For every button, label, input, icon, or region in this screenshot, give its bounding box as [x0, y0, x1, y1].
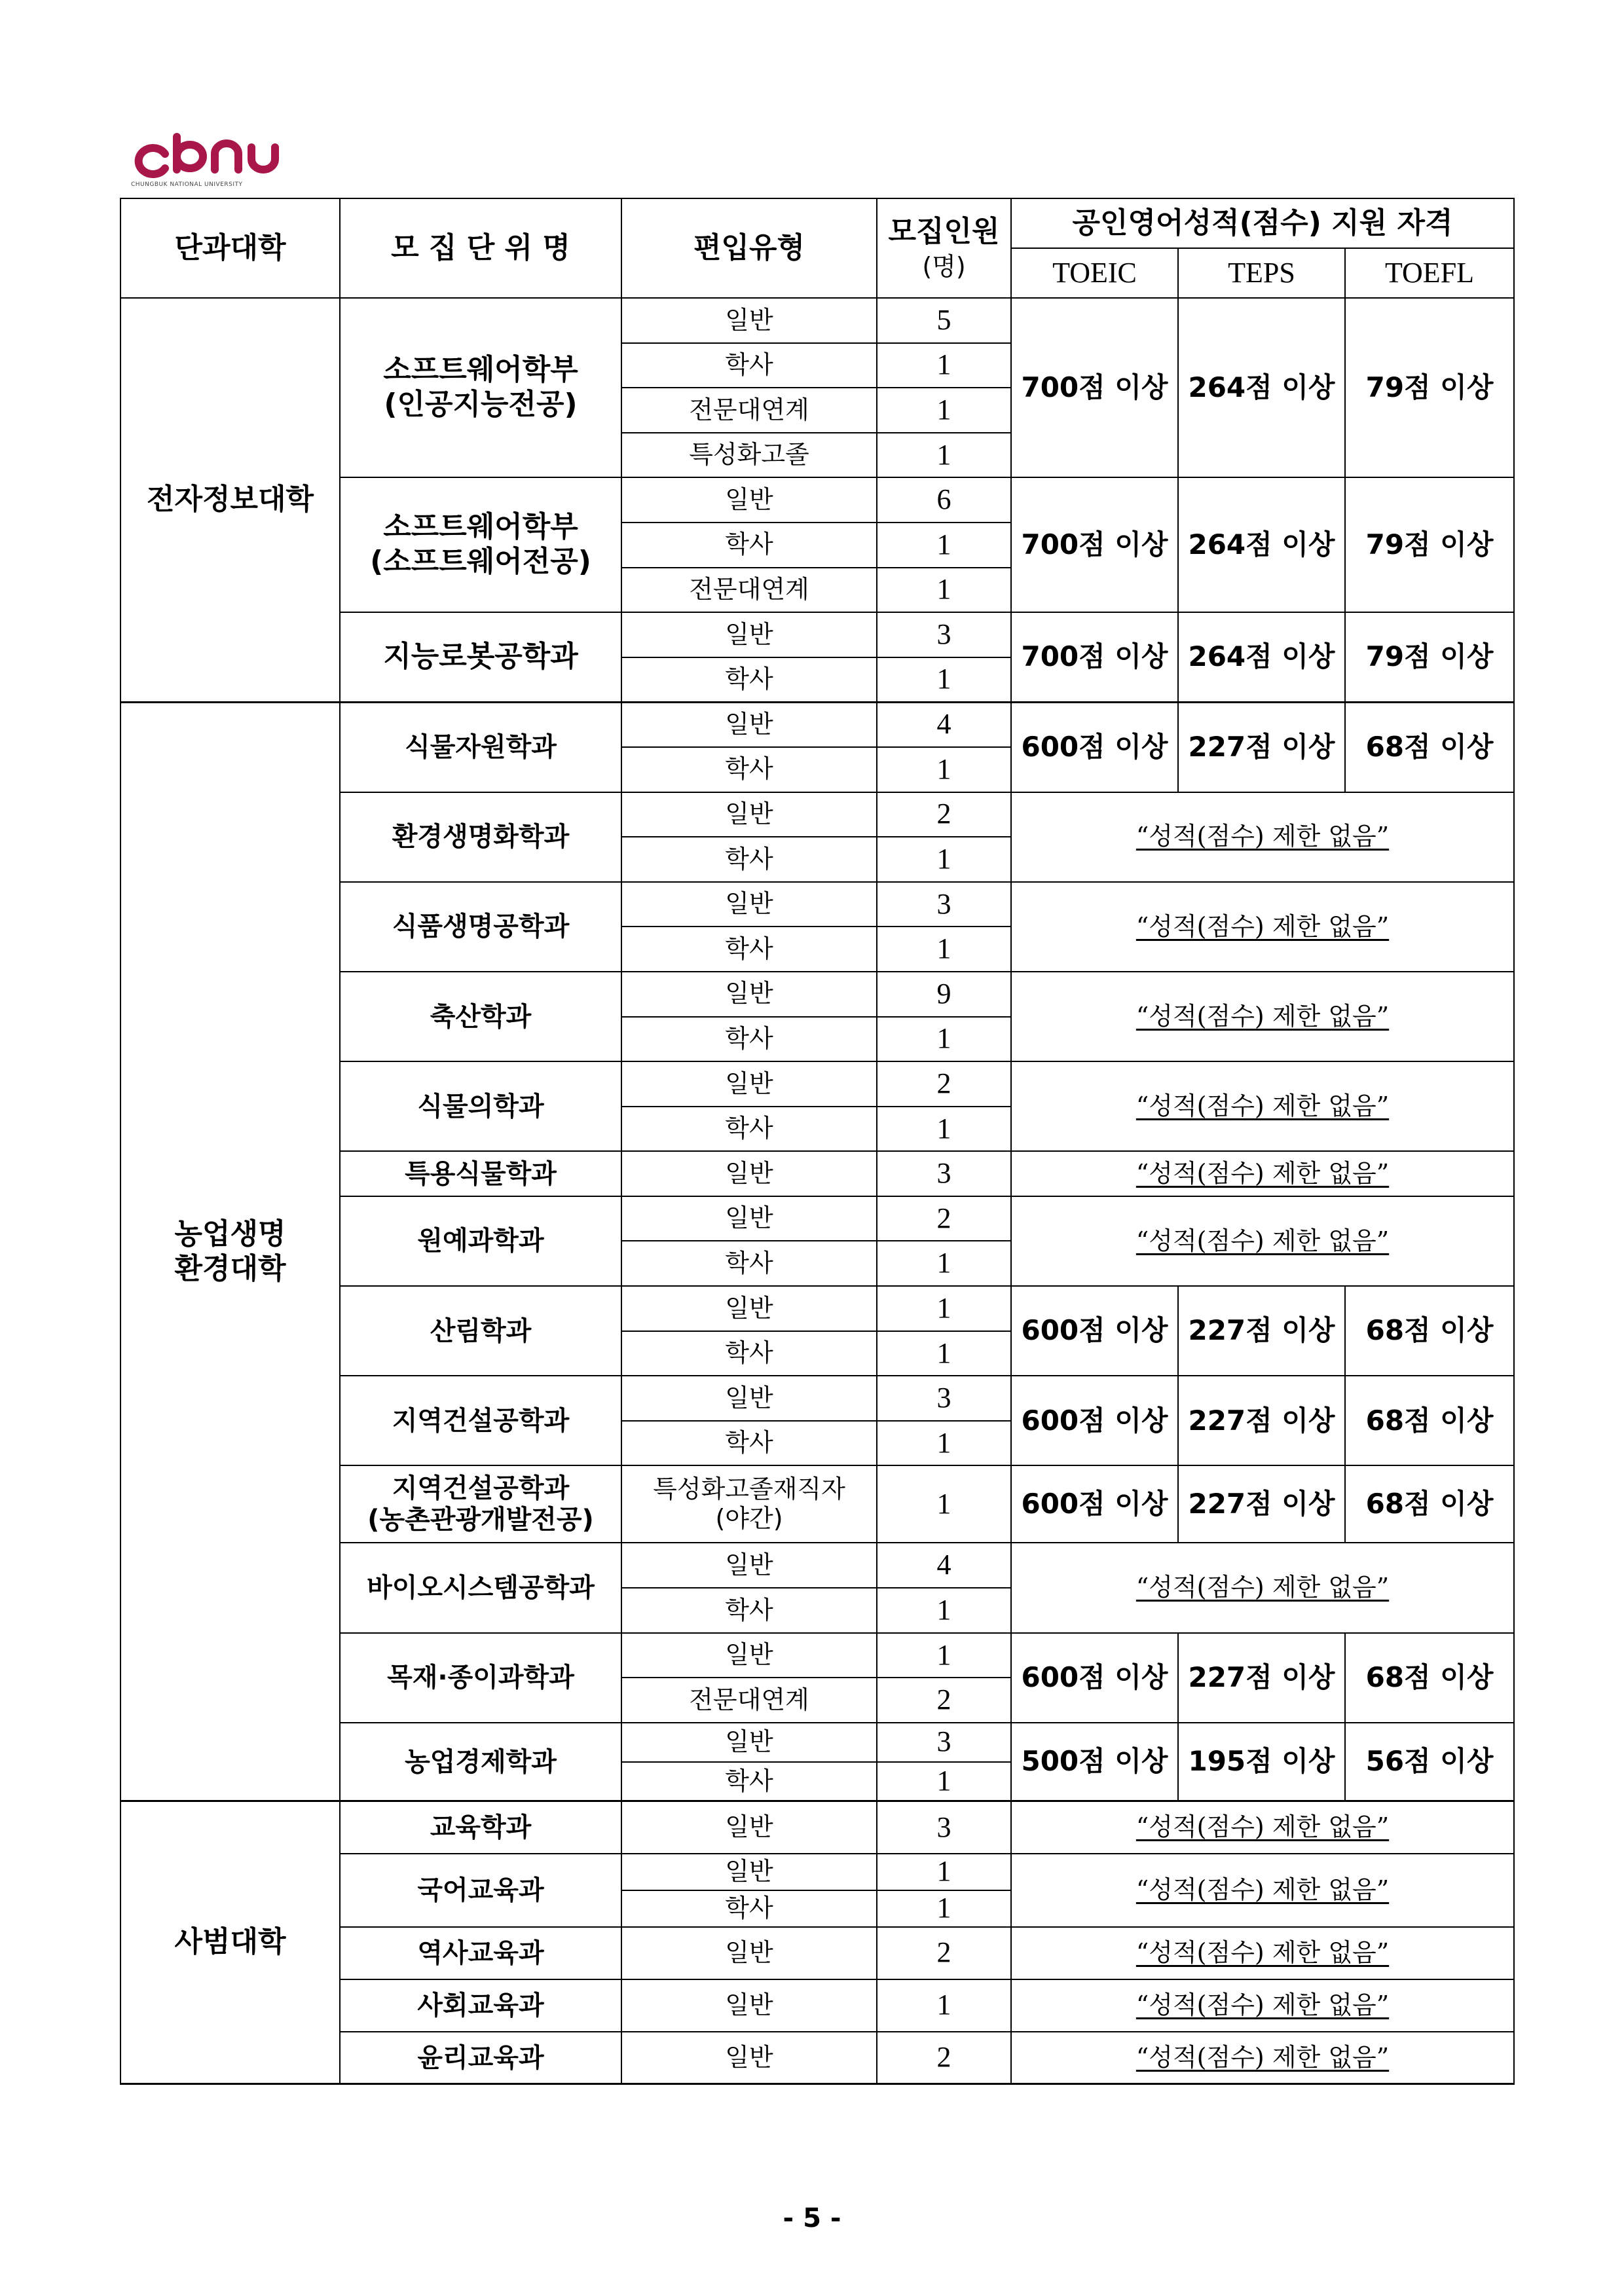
score-toeic-cell: 600점 이상: [1011, 1286, 1178, 1376]
quota-cell: 6: [877, 477, 1011, 523]
department-cell: 농업경제학과: [340, 1723, 621, 1801]
quota-cell: 5: [877, 298, 1011, 343]
score-teps-cell: 227점 이상: [1178, 1465, 1345, 1543]
admission-type-cell: 학사: [621, 1421, 877, 1466]
no-score-text: “성적(점수) 제한 없음”: [1135, 822, 1390, 851]
admission-type-cell: 일반: [621, 1979, 877, 2032]
quota-cell: 1: [877, 1331, 1011, 1376]
admission-type-cell: 전문대연계: [621, 568, 877, 613]
no-score-cell: [1011, 972, 1514, 1061]
table-row: [120, 298, 1514, 343]
no-score-text: “성적(점수) 제한 없음”: [1135, 1001, 1390, 1031]
score-teps-cell: 195점 이상: [1178, 1723, 1345, 1801]
admission-type-cell: 전문대연계: [621, 1678, 877, 1723]
admission-type-cell: 학사: [621, 1890, 877, 1927]
header-toeic: TOEIC: [1011, 248, 1178, 298]
admission-type-cell: 일반: [621, 1151, 877, 1196]
admission-table: [120, 198, 1515, 2085]
no-score-cell: [1011, 792, 1514, 882]
department-cell: 윤리교육과: [340, 2032, 621, 2084]
score-toeic-cell: 700점 이상: [1011, 298, 1178, 477]
score-teps-cell: 227점 이상: [1178, 1376, 1345, 1465]
no-score-text: “성적(점수) 제한 없음”: [1135, 1158, 1390, 1188]
department-cell: 특용식물학과: [340, 1151, 621, 1196]
admission-type-cell: 학사: [621, 1762, 877, 1801]
admission-type-cell: 일반: [621, 1543, 877, 1588]
admission-type-cell: 일반: [621, 972, 877, 1017]
department-cell: 산림학과: [340, 1286, 621, 1376]
header-english: 공인영어성적(점수) 지원 자격: [1011, 198, 1514, 248]
admission-type-cell: 일반: [621, 1376, 877, 1421]
quota-cell: 1: [877, 747, 1011, 792]
score-toefl-cell: 79점 이상: [1345, 298, 1514, 477]
no-score-cell: [1011, 1927, 1514, 1979]
admission-type-cell: 일반: [621, 2032, 877, 2084]
department-cell: 지능로봇공학과: [340, 612, 621, 702]
header-quota-label: 모집인원: [888, 214, 1000, 248]
header-quota-unit: (명): [922, 251, 966, 281]
admission-type-cell: 학사: [621, 1107, 877, 1152]
department-cell: 환경생명화학과: [340, 792, 621, 882]
department-cell: 지역건설공학과 (농촌관광개발전공): [340, 1465, 621, 1543]
quota-cell: 1: [877, 1854, 1011, 1890]
score-toeic-cell: 600점 이상: [1011, 702, 1178, 792]
department-cell: 축산학과: [340, 972, 621, 1061]
quota-cell: 1: [877, 1588, 1011, 1633]
admission-type-cell: 학사: [621, 1588, 877, 1633]
quota-cell: 3: [877, 1376, 1011, 1421]
quota-cell: 1: [877, 1107, 1011, 1152]
header-unit: 모 집 단 위 명: [340, 198, 621, 298]
quota-cell: 1: [877, 1421, 1011, 1466]
quota-cell: 1: [877, 388, 1011, 433]
score-toeic-cell: 700점 이상: [1011, 477, 1178, 612]
admission-type-cell: 일반: [621, 1723, 877, 1762]
admission-type-cell: 학사: [621, 657, 877, 703]
quota-cell: 1: [877, 1286, 1011, 1331]
score-teps-cell: 227점 이상: [1178, 1286, 1345, 1376]
quota-cell: 3: [877, 1151, 1011, 1196]
quota-cell: 4: [877, 1543, 1011, 1588]
score-teps-cell: 264점 이상: [1178, 298, 1345, 477]
no-score-cell: [1011, 1151, 1514, 1196]
department-cell: 식물의학과: [340, 1061, 621, 1151]
no-score-cell: [1011, 1854, 1514, 1927]
quota-cell: 1: [877, 1633, 1011, 1678]
table-row: [120, 1801, 1514, 1854]
admission-type-cell: 일반: [621, 1927, 877, 1979]
admission-type-cell: 특성화고졸: [621, 433, 877, 478]
quota-cell: 1: [877, 927, 1011, 972]
department-cell: 식물자원학과: [340, 702, 621, 792]
no-score-text: “성적(점수) 제한 없음”: [1135, 1991, 1390, 2020]
admission-type-cell: 일반: [621, 1633, 877, 1678]
no-score-text: “성적(점수) 제한 없음”: [1135, 1226, 1390, 1255]
quota-cell: 1: [877, 523, 1011, 568]
admission-type-cell: 학사: [621, 1017, 877, 1062]
quota-cell: 2: [877, 1196, 1011, 1241]
score-toefl-cell: 79점 이상: [1345, 612, 1514, 702]
score-toefl-cell: 79점 이상: [1345, 477, 1514, 612]
header-teps: TEPS: [1178, 248, 1345, 298]
quota-cell: 3: [877, 612, 1011, 657]
table-body: [120, 298, 1514, 2084]
admission-type-cell: 학사: [621, 523, 877, 568]
no-score-cell: [1011, 882, 1514, 972]
score-teps-cell: 264점 이상: [1178, 612, 1345, 702]
admission-type-cell: 학사: [621, 1331, 877, 1376]
no-score-text: “성적(점수) 제한 없음”: [1135, 2042, 1390, 2072]
score-teps-cell: 227점 이상: [1178, 1633, 1345, 1723]
department-cell: 지역건설공학과: [340, 1376, 621, 1465]
quota-cell: 1: [877, 837, 1011, 882]
department-cell: 역사교육과: [340, 1927, 621, 1979]
no-score-text: “성적(점수) 제한 없음”: [1135, 1091, 1390, 1120]
department-cell: 바이오시스템공학과: [340, 1543, 621, 1632]
admission-type-cell: 일반: [621, 298, 877, 343]
admission-type-cell: 일반: [621, 1061, 877, 1107]
score-teps-cell: 227점 이상: [1178, 702, 1345, 792]
admission-type-cell: 학사: [621, 343, 877, 388]
cbnu-logo-icon: [131, 128, 282, 180]
admission-type-cell: 학사: [621, 747, 877, 792]
quota-cell: 1: [877, 1465, 1011, 1543]
college-cell: 농업생명 환경대학: [120, 702, 340, 1801]
quota-cell: 1: [877, 657, 1011, 703]
quota-cell: 1: [877, 568, 1011, 613]
quota-cell: 2: [877, 1927, 1011, 1979]
no-score-cell: [1011, 2032, 1514, 2084]
quota-cell: 1: [877, 1241, 1011, 1286]
quota-cell: 1: [877, 1890, 1011, 1927]
quota-cell: 1: [877, 1017, 1011, 1062]
admission-type-cell: 일반: [621, 792, 877, 837]
no-score-cell: [1011, 1543, 1514, 1632]
quota-cell: 2: [877, 792, 1011, 837]
quota-cell: 1: [877, 1979, 1011, 2032]
department-cell: 소프트웨어학부 (인공지능전공): [340, 298, 621, 477]
header-college: 단과대학: [120, 198, 340, 298]
quota-cell: 1: [877, 343, 1011, 388]
score-toefl-cell: 68점 이상: [1345, 1286, 1514, 1376]
quota-cell: 1: [877, 433, 1011, 478]
quota-cell: 3: [877, 1801, 1011, 1854]
no-score-text: “성적(점수) 제한 없음”: [1135, 911, 1390, 941]
department-cell: 교육학과: [340, 1801, 621, 1854]
no-score-text: “성적(점수) 제한 없음”: [1135, 1573, 1390, 1602]
score-toeic-cell: 600점 이상: [1011, 1465, 1178, 1543]
header-quota: [877, 198, 1011, 298]
quota-cell: 3: [877, 882, 1011, 927]
admission-type-cell: 일반: [621, 702, 877, 747]
admission-type-cell: 일반: [621, 612, 877, 657]
score-toefl-cell: 68점 이상: [1345, 1376, 1514, 1465]
score-toefl-cell: 68점 이상: [1345, 702, 1514, 792]
no-score-cell: [1011, 1979, 1514, 2032]
score-toeic-cell: 500점 이상: [1011, 1723, 1178, 1801]
logo-subtitle: CHUNGBUK NATIONAL UNIVERSITY: [131, 181, 243, 188]
no-score-cell: [1011, 1196, 1514, 1286]
admission-type-cell: 학사: [621, 1241, 877, 1286]
quota-cell: 4: [877, 702, 1011, 747]
quota-cell: 2: [877, 1678, 1011, 1723]
quota-cell: 2: [877, 2032, 1011, 2084]
department-cell: 국어교육과: [340, 1854, 621, 1927]
quota-cell: 3: [877, 1723, 1011, 1762]
admission-type-cell: 일반: [621, 1286, 877, 1331]
quota-cell: 9: [877, 972, 1011, 1017]
header-type: 편입유형: [621, 198, 877, 298]
score-toefl-cell: 68점 이상: [1345, 1465, 1514, 1543]
college-cell: 사범대학: [120, 1801, 340, 2084]
no-score-text: “성적(점수) 제한 없음”: [1135, 1938, 1390, 1968]
quota-cell: 2: [877, 1061, 1011, 1107]
no-score-cell: [1011, 1801, 1514, 1854]
admission-type-cell: 일반: [621, 1196, 877, 1241]
department-cell: 목재·종이과학과: [340, 1633, 621, 1723]
admission-type-cell: 특성화고졸재직자 (야간): [621, 1465, 877, 1543]
department-cell: 원예과학과: [340, 1196, 621, 1286]
no-score-cell: [1011, 1061, 1514, 1151]
page-number: - 5 -: [783, 2203, 841, 2233]
admission-type-cell: 일반: [621, 882, 877, 927]
department-cell: 사회교육과: [340, 1979, 621, 2032]
college-cell: 전자정보대학: [120, 298, 340, 702]
no-score-text: “성적(점수) 제한 없음”: [1135, 1875, 1390, 1905]
header-toefl: TOEFL: [1345, 248, 1514, 298]
score-toefl-cell: 68점 이상: [1345, 1633, 1514, 1723]
admission-type-cell: 일반: [621, 1854, 877, 1890]
admission-type-cell: 학사: [621, 837, 877, 882]
admission-type-cell: 학사: [621, 927, 877, 972]
score-toeic-cell: 700점 이상: [1011, 612, 1178, 702]
department-cell: 식품생명공학과: [340, 882, 621, 972]
quota-cell: 1: [877, 1762, 1011, 1801]
score-toeic-cell: 600점 이상: [1011, 1633, 1178, 1723]
table-row: [120, 702, 1514, 747]
admission-type-cell: 전문대연계: [621, 388, 877, 433]
score-teps-cell: 264점 이상: [1178, 477, 1345, 612]
department-cell: 소프트웨어학부 (소프트웨어전공): [340, 477, 621, 612]
score-toefl-cell: 56점 이상: [1345, 1723, 1514, 1801]
admission-type-cell: 일반: [621, 477, 877, 523]
score-toeic-cell: 600점 이상: [1011, 1376, 1178, 1465]
university-logo: [131, 128, 282, 193]
no-score-text: “성적(점수) 제한 없음”: [1135, 1812, 1390, 1842]
admission-type-cell: 일반: [621, 1801, 877, 1854]
